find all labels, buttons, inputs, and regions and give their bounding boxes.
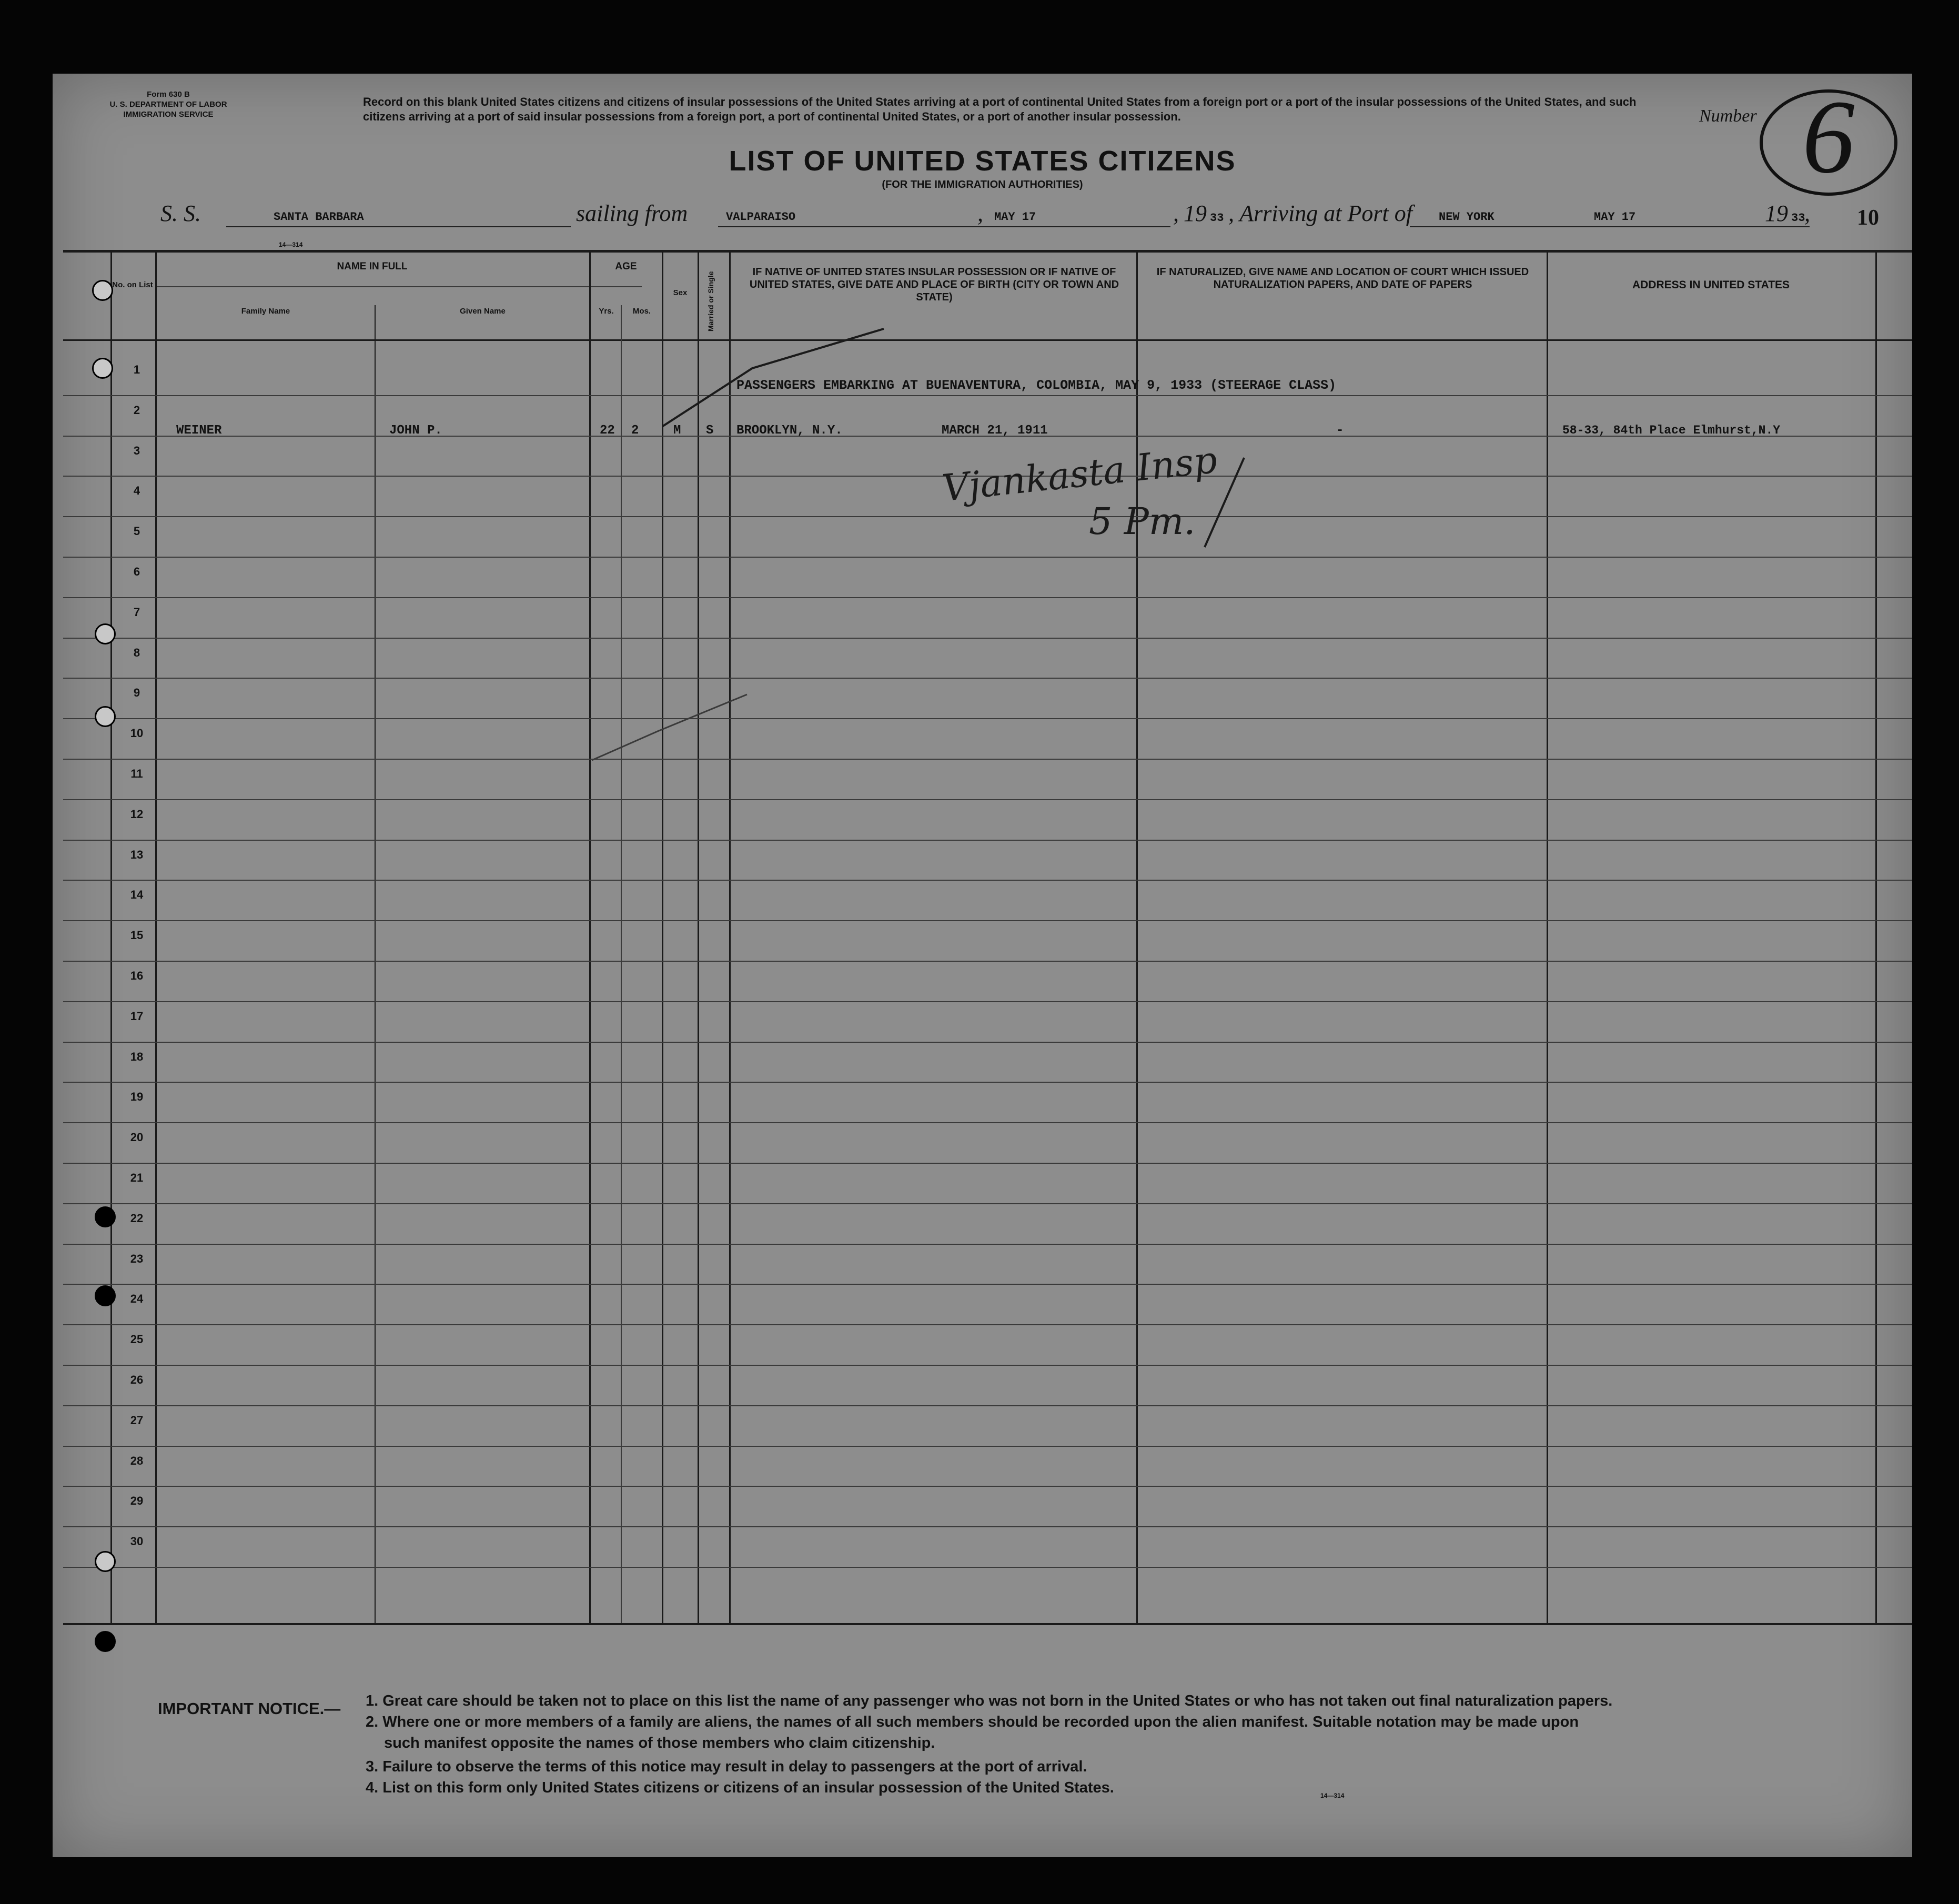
col-name-in-full-header: NAME IN FULL: [337, 261, 408, 272]
row-number: 17: [130, 1010, 144, 1023]
to-port: NEW YORK: [1439, 210, 1495, 224]
passenger-age-years: 22: [600, 424, 615, 438]
passenger-age-months: 2: [631, 424, 639, 438]
notice-item-2-continued: such manifest opposite the names of those members who claim citizenship.: [384, 1735, 935, 1751]
row-number: 13: [130, 848, 144, 861]
row-number: 18: [130, 1050, 144, 1063]
binder-hole: [95, 1631, 116, 1652]
arriving-label: , Arriving at Port of: [1228, 200, 1412, 226]
notice-item-3: 3. Failure to observe the terms of this notice may result in delay to passengers at the port of arrival.: [366, 1758, 1087, 1775]
binder-hole: [92, 358, 113, 379]
department-name: U. S. DEPARTMENT OF LABOR: [109, 100, 227, 109]
year-prefix-1: 19: [1184, 200, 1207, 226]
row-number: 8: [133, 646, 140, 659]
notice-heading: IMPORTANT NOTICE.—: [158, 1699, 341, 1718]
col-naturalized-header: IF NATURALIZED, GIVE NAME AND LOCATION OF COURT WHICH ISSUED NATURALIZATION PAPERS, AND DATE OF PAPERS: [1156, 266, 1529, 290]
binder-hole: [95, 1285, 116, 1306]
handwritten-list-number: 6: [1760, 89, 1897, 196]
row-number: 28: [130, 1454, 144, 1467]
row-number: 26: [130, 1373, 144, 1386]
ss-label: S. S.: [160, 200, 201, 226]
row-number: 20: [130, 1131, 144, 1144]
row-number: 1: [133, 363, 140, 376]
col-sex-header: Sex: [673, 288, 688, 297]
passenger-naturalization: -: [1336, 424, 1344, 438]
col-mos-header: Mos.: [632, 307, 651, 316]
print-code: 14—314: [279, 241, 303, 248]
row-number: 11: [130, 767, 143, 780]
row-number: 27: [130, 1414, 144, 1427]
row-number: 29: [130, 1494, 144, 1507]
row-number: 21: [130, 1171, 144, 1184]
notice-item-1: 1. Great care should be taken not to place on this list the name of any passenger who was not born in the United States or who has not taken out final naturalization papers.: [366, 1693, 1613, 1709]
year-suffix-1: 33: [1210, 211, 1224, 225]
binder-hole: [92, 280, 113, 301]
notice-item-2: 2. Where one or more members of a family are aliens, the names of all such members should be recorded upon the alien manifest. Suitable notation may be made upon: [366, 1714, 1579, 1730]
row-number: 15: [130, 929, 144, 942]
service-name: IMMIGRATION SERVICE: [123, 110, 214, 119]
row-number: 16: [130, 969, 144, 982]
year-suffix-2: 33: [1791, 211, 1805, 225]
row-number: 10: [130, 727, 144, 740]
depart-date: MAY 17: [994, 210, 1036, 224]
row-number: 5: [133, 525, 140, 538]
pen-strokes: [53, 74, 1912, 1857]
passenger-birthplace: BROOKLYN, N.Y.: [736, 424, 843, 438]
row-number: 24: [130, 1292, 144, 1305]
passenger-sex: M: [673, 424, 681, 438]
form-instructions: Record on this blank United States citizens and citizens of insular possessions of the United States arriving at a port of continental United States from a foreign port or a port of the insular possessions of the United States, and such citizens arriving at a port of said insular possessions from a foreign port, a port of continental United States, or a port of another insular possession.: [363, 95, 1637, 123]
binder-hole: [95, 1206, 116, 1227]
row-number: 4: [133, 484, 140, 497]
col-no-header: No. on List: [112, 280, 153, 289]
form-title: LIST OF UNITED STATES CITIZENS: [729, 145, 1236, 177]
passenger-family-name: WEINER: [176, 424, 222, 438]
binder-hole: [95, 706, 116, 727]
passenger-birthdate: MARCH 21, 1911: [942, 424, 1048, 438]
row-number: 19: [130, 1090, 144, 1103]
notice-item-4: 4. List on this form only United States citizens or citizens of an insular possession of the United States.: [366, 1779, 1114, 1796]
col-address-header: ADDRESS IN UNITED STATES: [1632, 279, 1790, 291]
embark-note: PASSENGERS EMBARKING AT BUENAVENTURA, COLOMBIA, MAY 9, 1933 (STEERAGE CLASS): [736, 378, 1337, 393]
arrive-date: MAY 17: [1594, 210, 1636, 224]
sheet-number: 10: [1857, 206, 1879, 230]
notice-code: 14—314: [1320, 1792, 1345, 1799]
row-number: 12: [130, 808, 144, 821]
col-age-header: AGE: [615, 261, 637, 272]
from-port: VALPARAISO: [726, 210, 796, 224]
row-number: 3: [133, 444, 140, 457]
inspection-time: 5 Pm.: [1089, 500, 1196, 543]
row-number: 25: [130, 1333, 144, 1346]
col-native-header: IF NATIVE OF UNITED STATES INSULAR POSSESSION OR IF NATIVE OF UNITED STATES, GIVE DATE AND PLACE OF BIRTH (CITY OR TOWN AND STATE): [749, 266, 1119, 303]
col-yrs-header: Yrs.: [599, 307, 614, 316]
row-number: 6: [133, 565, 140, 578]
row-number: 23: [130, 1252, 144, 1265]
passenger-marital-status: S: [706, 424, 714, 438]
col-given-name-header: Given Name: [460, 307, 506, 316]
passenger-given-name: JOHN P.: [389, 424, 442, 438]
inspector-signature: Vjankasta Insp: [940, 438, 1219, 510]
binder-hole: [95, 1551, 116, 1572]
row-number: 14: [130, 888, 144, 901]
row-number: 2: [133, 404, 140, 417]
number-label: Number: [1699, 106, 1757, 126]
year-prefix-2: 19: [1765, 200, 1788, 226]
passenger-address: 58-33, 84th Place Elmhurst,N.Y: [1562, 424, 1781, 437]
sailing-from-label: sailing from: [576, 200, 688, 226]
form-number: Form 630 B: [147, 90, 190, 99]
row-number: 7: [133, 606, 140, 619]
row-number: 9: [133, 686, 140, 699]
col-married-header: Married or Single: [706, 271, 715, 331]
binder-hole: [95, 623, 116, 644]
manifest-sheet: Form 630 B U. S. DEPARTMENT OF LABOR IMMIGRATION SERVICE Record on this blank United States citizens and citizens of insular possessions of the United States arriving at a port of continental United States from a foreign port or a port of the insular possessions of the United States, and such citizens arriving at a port of said insular possessions from a foreign port, a port of continental United States, or a port of another insular possession. Number 6 LIST OF UNITED STATES CITIZENS (FOR THE IMMIGRATION AUTHORITIES) S. S. SANTA BARBARA sailing from VALPARAISO , MAY 17 , 19 33 , Arriving at Port of NEW YORK MAY 17 , 19 33 10 14—314 No. on List NAME IN FULL Family Name Given Name AGE Yrs. Mos. Sex Married or Single IF NATIVE OF UNITED STATES INSULAR POSSESSION OR IF NATIVE OF UNITED STATES, GIVE DATE AND PLACE OF BIRTH (CITY OR TOWN AND STATE) IF NATURALIZED, GIVE NAME AND LOCATION OF COURT WHICH ISSUED NATURALIZATION PAPERS, AND DATE OF PAPERS ADDRESS IN UNITED STATES 1 2 3 4 5 6 7 8 9 10 11 12 13 14 15 16 17 18 19 20 21 22 23 24 25 26 27 28 29 30 PASSENGERS EMBARKING AT BUENAVENTURA, COLOMBIA, MAY 9, 1933 (STEERAGE CLASS) WEINER JOHN P. 22 2 M S BROOKLYN, N.Y. MARCH 21, 1911 - 58-33, 84th Place Elmhurst,N.Y Vjankasta Insp 5 Pm. IMPORTANT NOTICE.— 1. Great care should be taken not to place on this list the name of any passenger who was not born in the United States or who has not taken out final naturalization papers. 2. Where one or more members of a family are aliens, the names of all such members should be recorded upon the alien manifest. Suitable notation may be made upon such manifest opposite the names of those members who claim citizenship. 3. Failure to observe the terms of this notice may result in delay to passengers at the port of arrival. 4. List on this form only United States citizens or citizens of an insular possession of the United States. 14—314: [53, 74, 1912, 1857]
ship-name: SANTA BARBARA: [274, 210, 364, 224]
row-number: 22: [130, 1212, 144, 1225]
col-family-name-header: Family Name: [241, 307, 290, 316]
row-number: 30: [130, 1535, 144, 1548]
form-subtitle: (FOR THE IMMIGRATION AUTHORITIES): [882, 179, 1083, 190]
